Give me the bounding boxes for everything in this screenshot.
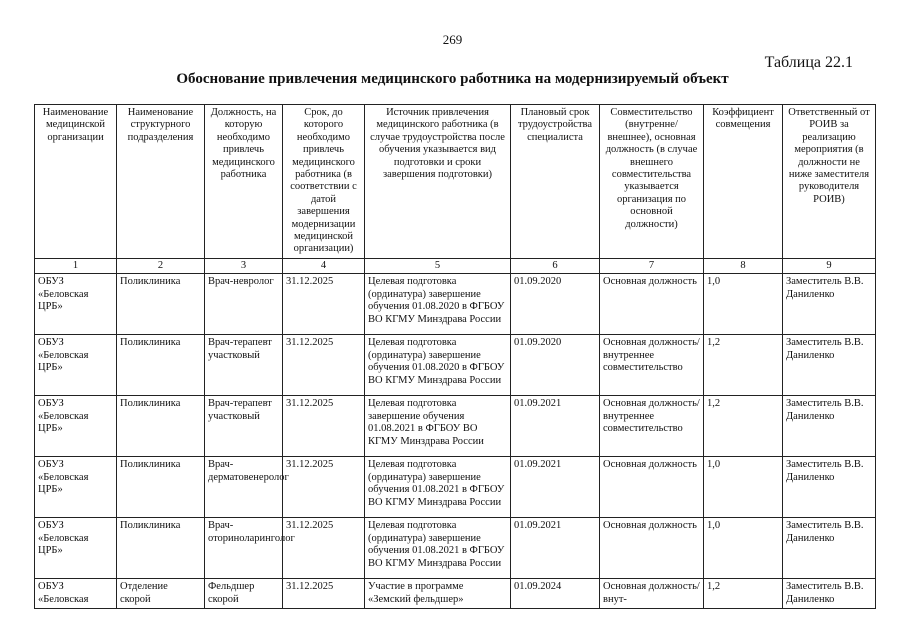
- coef-cell: 1,0: [704, 274, 783, 335]
- deadline-cell: 31.12.2025: [283, 274, 365, 335]
- column-number: 3: [205, 258, 283, 273]
- column-header: Должность, на которую необходимо привлечь медицинского работника: [205, 105, 283, 259]
- column-number: 8: [704, 258, 783, 273]
- combination-cell: Основная должность: [600, 274, 704, 335]
- table-row: [35, 579, 876, 609]
- column-header: Источник привлечения медицинского работника (в случае трудоустройства после обучения указывается вид подготовки и сроки завершения подготовки): [365, 105, 511, 259]
- start-cell: 01.09.2021: [511, 518, 600, 579]
- coef-cell: 1,2: [704, 396, 783, 457]
- justification-table: [34, 104, 876, 609]
- table-row: [35, 457, 876, 518]
- coef-cell: 1,2: [704, 579, 783, 609]
- column-header: Коэффициент совмещения: [704, 105, 783, 259]
- responsible-cell: Заместитель В.В. Даниленко: [783, 457, 876, 518]
- coef-cell: 1,0: [704, 457, 783, 518]
- start-cell: 01.09.2021: [511, 396, 600, 457]
- table-label: Таблица 22.1: [764, 54, 853, 71]
- source-cell: Целевая подготовка (ординатура) завершение обучения 01.08.2021 в ФГБОУ ВО КГМУ Минздрава России: [365, 457, 511, 518]
- source-cell: Целевая подготовка (ординатура) завершение обучения 01.08.2020 в ФГБОУ ВО КГМУ Минздрава России: [365, 274, 511, 335]
- page-number: 269: [442, 32, 463, 47]
- table-row: [35, 518, 876, 579]
- combination-cell: Основная должность/внутреннее совместительство: [600, 396, 704, 457]
- column-number: 7: [600, 258, 704, 273]
- deadline-cell: 31.12.2025: [283, 579, 365, 609]
- org-cell: ОБУЗ «Беловская ЦРБ»: [35, 518, 117, 579]
- column-header: Ответственный от РОИВ за реализацию мероприятия (в должности не ниже заместителя руководителя РОИВ): [783, 105, 876, 259]
- column-header: Плановый срок трудоустройства специалиста: [511, 105, 600, 259]
- deadline-cell: 31.12.2025: [283, 335, 365, 396]
- unit-cell: Поликлиника: [117, 274, 205, 335]
- table-row: [35, 274, 876, 335]
- combination-cell: Основная должность/внутреннее совместительство: [600, 335, 704, 396]
- column-header: Совместительство (внутренне/внешнее), основная должность (в случае внешнего совместительства указывается организация по основной должности): [600, 105, 704, 259]
- start-cell: 01.09.2021: [511, 457, 600, 518]
- responsible-cell: Заместитель В.В. Даниленко: [783, 274, 876, 335]
- responsible-cell: Заместитель В.В. Даниленко: [783, 518, 876, 579]
- org-cell: ОБУЗ «Беловская ЦРБ»: [35, 457, 117, 518]
- combination-cell: Основная должность: [600, 457, 704, 518]
- responsible-cell: Заместитель В.В. Даниленко: [783, 335, 876, 396]
- column-number: 4: [283, 258, 365, 273]
- column-number: 9: [783, 258, 876, 273]
- position-cell: Врач-оториноларинголог: [205, 518, 283, 579]
- column-number: 6: [511, 258, 600, 273]
- coef-cell: 1,2: [704, 335, 783, 396]
- org-cell: ОБУЗ «Беловская ЦРБ»: [35, 274, 117, 335]
- document-title: Обоснование привлечения медицинского работника на модернизируемый объект: [176, 71, 729, 87]
- table-row: [35, 335, 876, 396]
- position-cell: Врач-терапевт участковый: [205, 335, 283, 396]
- source-cell: Целевая подготовка (ординатура) завершение обучения 01.08.2020 в ФГБОУ ВО КГМУ Минздрава России: [365, 335, 511, 396]
- deadline-cell: 31.12.2025: [283, 396, 365, 457]
- position-cell: Врач-терапевт участковый: [205, 396, 283, 457]
- unit-cell: Поликлиника: [117, 335, 205, 396]
- start-cell: 01.09.2020: [511, 335, 600, 396]
- org-cell: ОБУЗ «Беловская ЦРБ»: [35, 396, 117, 457]
- source-cell: Целевая подготовка (ординатура) завершение обучения 01.08.2021 в ФГБОУ ВО КГМУ Минздрава России: [365, 518, 511, 579]
- deadline-cell: 31.12.2025: [283, 457, 365, 518]
- combination-cell: Основная должность/внут-: [600, 579, 704, 609]
- position-cell: Врач-дерматовенеролог: [205, 457, 283, 518]
- header-row: [35, 105, 876, 259]
- column-number: 5: [365, 258, 511, 273]
- unit-cell: Отделение скорой: [117, 579, 205, 609]
- responsible-cell: Заместитель В.В. Даниленко: [783, 396, 876, 457]
- coef-cell: 1,0: [704, 518, 783, 579]
- source-cell: Целевая подготовка завершение обучения 01.08.2021 в ФГБОУ ВО КГМУ Минздрава России: [365, 396, 511, 457]
- unit-cell: Поликлиника: [117, 396, 205, 457]
- source-cell: Участие в программе «Земский фельдшер»: [365, 579, 511, 609]
- unit-cell: Поликлиника: [117, 457, 205, 518]
- combination-cell: Основная должность: [600, 518, 704, 579]
- deadline-cell: 31.12.2025: [283, 518, 365, 579]
- column-header: Срок, до которого необходимо привлечь медицинского работника (в соответствии с датой завершения модернизации медицинской организации): [283, 105, 365, 259]
- start-cell: 01.09.2024: [511, 579, 600, 609]
- column-number: 1: [35, 258, 117, 273]
- table-row: [35, 396, 876, 457]
- column-header: Наименование структурного подразделения: [117, 105, 205, 259]
- position-cell: Фельдшер скорой: [205, 579, 283, 609]
- org-cell: ОБУЗ «Беловская: [35, 579, 117, 609]
- column-number-row: [35, 258, 876, 273]
- org-cell: ОБУЗ «Беловская ЦРБ»: [35, 335, 117, 396]
- column-number: 2: [117, 258, 205, 273]
- responsible-cell: Заместитель В.В. Даниленко: [783, 579, 876, 609]
- unit-cell: Поликлиника: [117, 518, 205, 579]
- column-header: Наименование медицинской организации: [35, 105, 117, 259]
- start-cell: 01.09.2020: [511, 274, 600, 335]
- position-cell: Врач-невролог: [205, 274, 283, 335]
